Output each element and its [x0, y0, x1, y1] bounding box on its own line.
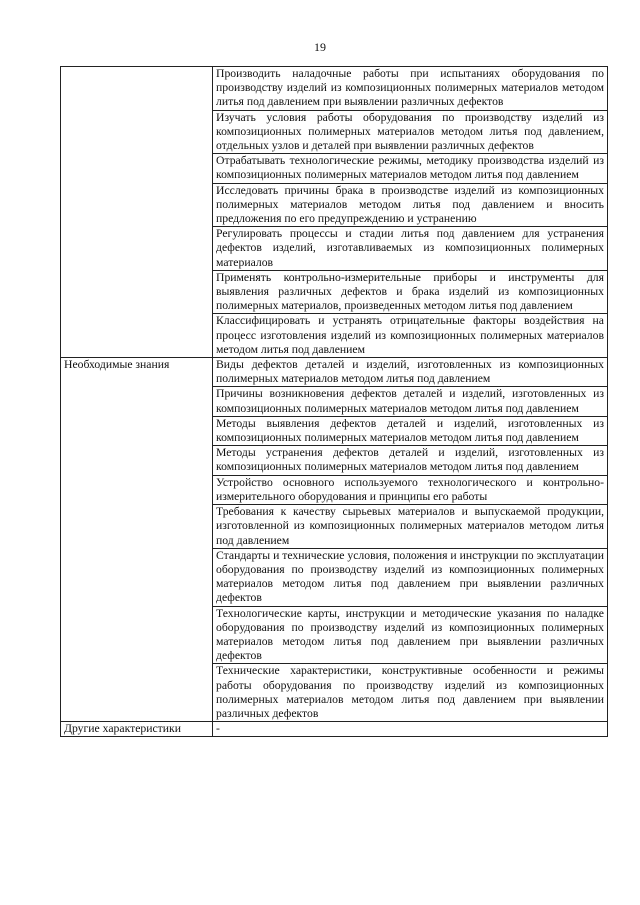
requirement-cell: Классифицировать и устранять отрицательные факторы воздействия на процесс изготовления изделий из композиционных полимерных материалов методом литья под давлением [213, 314, 608, 358]
row-label-cell [61, 67, 213, 358]
requirement-cell: Причины возникновения дефектов деталей и изделий, изготовленных из композиционных полимерных материалов методом литья под давлением [213, 387, 608, 416]
table-row [61, 358, 608, 387]
table-row [61, 67, 608, 111]
requirement-cell: Устройство основного используемого технологического и контрольно-измерительного оборудования и принципы его работы [213, 475, 608, 504]
requirement-cell: Требования к качеству сырьевых материалов и выпускаемой продукции, изготовленной из композиционных полимерных материалов методом литья под давлением [213, 505, 608, 549]
requirement-cell: Методы выявления дефектов деталей и изделий, изготовленных из композиционных полимерных материалов методом литья под давлением [213, 416, 608, 445]
requirement-cell: - [213, 722, 608, 737]
requirement-cell: Изучать условия работы оборудования по производству изделий из композиционных полимерных материалов методом литья под давлением, отдельных узлов и деталей при выявлении различных дефектов [213, 110, 608, 154]
requirement-cell: Технологические карты, инструкции и методические указания по наладке оборудования по производству изделий из композиционных полимерных материалов методом литья под давлением при выявлении различных дефектов [213, 606, 608, 664]
requirement-cell: Исследовать причины брака в производстве изделий из композиционных полимерных материалов методом литья под давлением и вносить предложения по его предупреждению и устранению [213, 183, 608, 227]
requirement-cell: Стандарты и технические условия, положения и инструкции по эксплуатации оборудования по производству изделий из композиционных полимерных материалов методом литья под давлением при выявлении различных дефектов [213, 548, 608, 606]
requirement-cell: Отрабатывать технологические режимы, методику производства изделий из композиционных полимерных материалов методом литья под давлением [213, 154, 608, 183]
requirement-cell: Виды дефектов деталей и изделий, изготовленных из композиционных полимерных материалов методом литья под давлением [213, 358, 608, 387]
requirement-cell: Регулировать процессы и стадии литья под давлением для устранения дефектов изделий, изготавливаемых из композиционных полимерных материалов [213, 227, 608, 271]
standard-table-body [61, 67, 608, 737]
page-number: 19 [314, 40, 326, 54]
requirement-cell: Технические характеристики, конструктивные особенности и режимы работы оборудования по производству изделий из композиционных полимерных материалов методом литья под давлением при выявлении различных дефектов [213, 664, 608, 722]
row-label-cell: Необходимые знания [61, 358, 213, 722]
table-row [61, 722, 608, 737]
row-label-cell: Другие характеристики [61, 722, 213, 737]
requirement-cell: Применять контрольно-измерительные приборы и инструменты для выявления различных дефектов и брака изделий из композиционных полимерных материалов, произведенных методом литья под давлением [213, 270, 608, 314]
requirement-cell: Методы устранения дефектов деталей и изделий, изготовленных из композиционных полимерных материалов методом литья под давлением [213, 446, 608, 475]
standard-table [60, 66, 608, 737]
requirement-cell: Производить наладочные работы при испытаниях оборудования по производству изделий из композиционных полимерных материалов методом литья под давлением при выявлении различных дефектов [213, 67, 608, 111]
